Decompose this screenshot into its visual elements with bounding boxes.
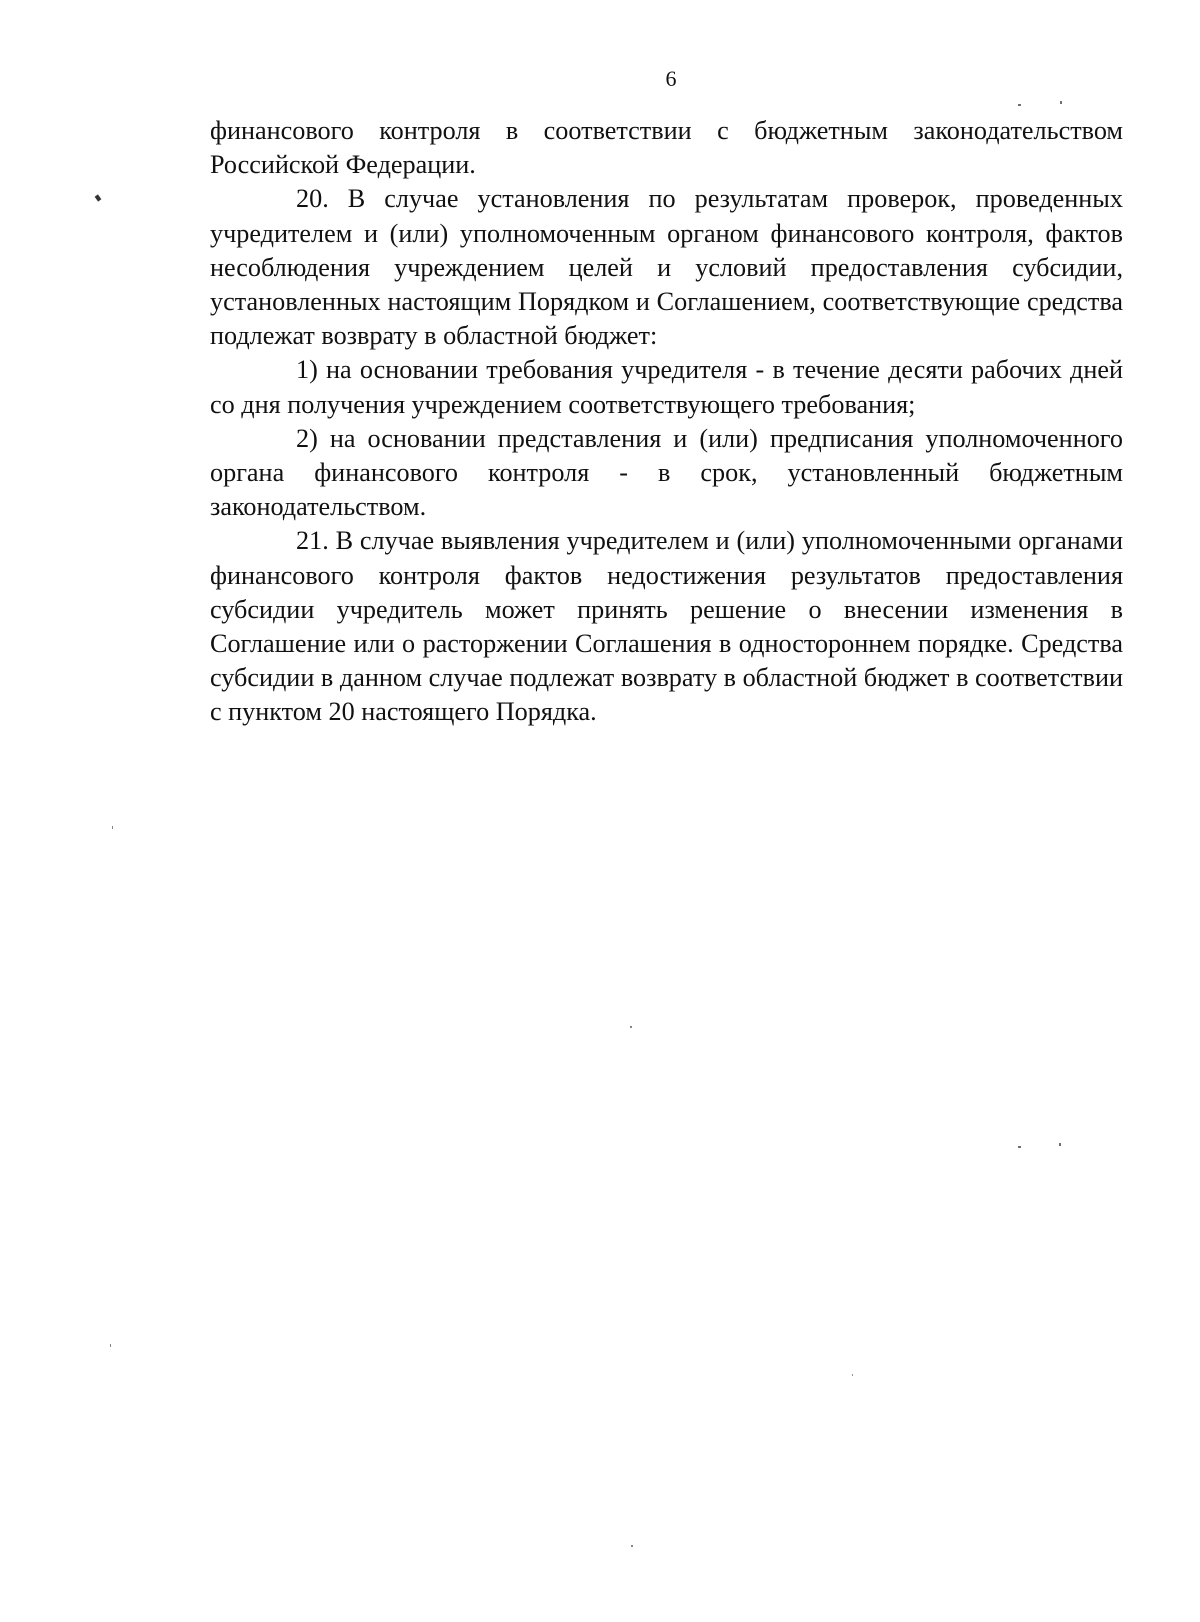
scan-speck (1060, 101, 1062, 104)
paragraph-clause-20: 20. В случае установления по результатам проверок, проведенных учредителем и (или) уполномоченным органом финансового контроля, фактов несоблюдения учреждением целей и условий предоставления субсидии, установленных настоящим Порядком и Соглашением, соответствующие средства подлежат возврату в областной бюджет: (210, 184, 1123, 351)
document-body (210, 114, 1123, 730)
scan-speck (110, 1344, 111, 1347)
scan-speck (852, 1374, 853, 1376)
scan-speck (631, 1545, 633, 1547)
scan-speck (95, 194, 102, 201)
scan-speck (1018, 1146, 1021, 1148)
scan-speck (1059, 1143, 1061, 1146)
paragraph-clause-21: 21. В случае выявления учредителем и (или) уполномоченными органами финансового контроля фактов недостижения результатов предоставления субсидии учредитель может принять решение о внесении изменения в Соглашение или о расторжении Соглашения в одностороннем порядке. Средства субсидии в данном случае подлежат возврату в областной бюджет в соответствии с пунктом 20 настоящего Порядка. (210, 526, 1123, 727)
paragraph-subclause-2: 2) на основании представления и (или) предписания уполномоченного органа финансового контроля - в срок, установленный бюджетным законодательством. (210, 423, 1123, 522)
paragraph-continuation: финансового контроля в соответствии с бюджетным законодательством Российской Федерации. (210, 116, 1123, 180)
scan-speck (112, 826, 113, 829)
scan-speck (1018, 104, 1021, 106)
paragraph-subclause-1: 1) на основании требования учредителя - в течение десяти рабочих дней со дня получения учреждением соответствующего требования; (210, 355, 1123, 419)
scan-speck (630, 1026, 632, 1028)
page-number: 6 (665, 66, 677, 91)
